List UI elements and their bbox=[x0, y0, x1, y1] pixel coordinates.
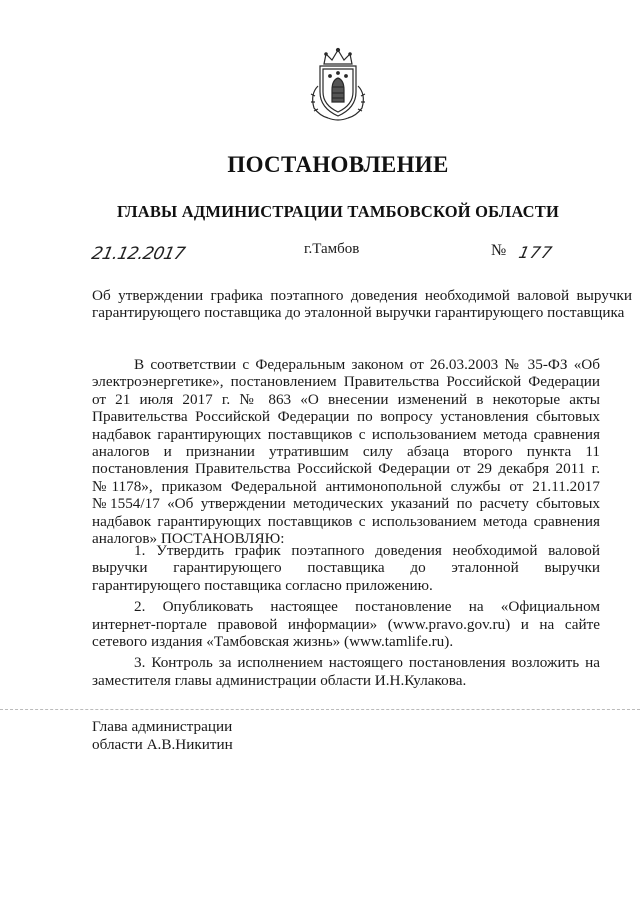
resolution-item-3: 3. Контроль за исполнением настоящего постановления возложить на заместителя главы администрации области И.Н.Кулакова. bbox=[92, 654, 600, 689]
signature-block bbox=[92, 718, 233, 754]
signature-line-1: Глава администрации bbox=[92, 718, 233, 735]
coat-of-arms-icon bbox=[306, 46, 370, 122]
document-city: г.Тамбов bbox=[304, 241, 360, 257]
page-subtitle: ГЛАВЫ АДМИНИСТРАЦИИ ТАМБОВСКОЙ ОБЛАСТИ bbox=[117, 202, 559, 221]
document-number: 177 bbox=[516, 243, 555, 262]
resolution-item-1: 1. Утвердить график поэтапного доведения необходимой валовой выручки гарантирующего поставщика до эталонной выручки гарантирующего поставщика согласно приложению. bbox=[92, 542, 600, 594]
signature-line-2: области А.В.Никитин bbox=[92, 736, 233, 753]
resolution-item-2: 2. Опубликовать настоящее постановление на «Официальном интернет-портале правовой информации» (www.pravo.gov.ru) и на сайте сетевого издания «Тамбовская жизнь» (www.tamlife.ru). bbox=[92, 598, 600, 651]
page-divider bbox=[0, 709, 640, 710]
preamble-paragraph: В соответствии с Федеральным законом от 26.03.2003 № 35-ФЗ «Об электроэнергетике», постановлением Правительства Российской Федерации от 21 июля 2017 г. № 863 «О внесении изменений в некоторые акты Правительства Российской Федерации по вопросу установления сбытовых надбавок гарантирующих поставщиков с использованием метода сравнения аналогов и признании утратившим силу абзаца второго пункта 11 постановления Правительства Российской Федерации от 29 декабря 2011 г. №1178», приказом Федеральной антимонопольной службы от 21.11.2017 №1554/17 «Об утверждении методических указаний по расчету сбытовых надбавок гарантирующих поставщиков с использованием метода сравнения аналогов» ПОСТАНОВЛЯЮ: bbox=[92, 356, 600, 548]
document-subject: Об утверждении графика поэтапного доведения необходимой валовой выручки гарантирующего поставщика до эталонной выручки гарантирующего поставщика bbox=[92, 287, 632, 322]
document-preamble bbox=[92, 356, 600, 547]
page-title: ПОСТАНОВЛЕНИЕ bbox=[227, 152, 449, 177]
document-date: 21.12.2017 bbox=[89, 244, 187, 264]
resolution-items bbox=[92, 542, 600, 693]
document-number-label: № bbox=[491, 242, 507, 259]
